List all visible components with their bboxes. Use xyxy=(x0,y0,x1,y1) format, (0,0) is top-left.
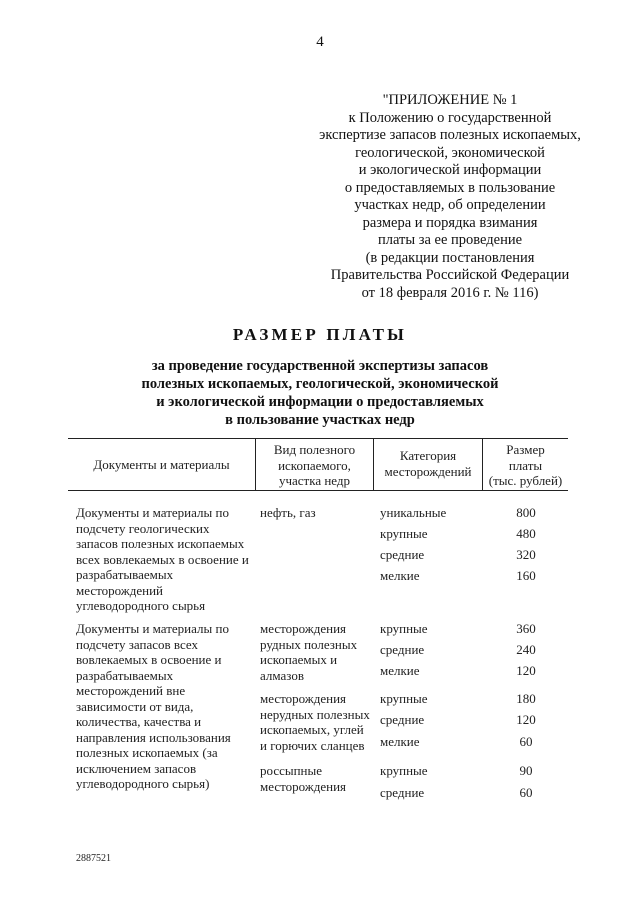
mineral-line: рудных полезных xyxy=(260,636,358,652)
header-documents xyxy=(68,457,255,473)
price-cell: 240 xyxy=(516,642,536,657)
mineral-line: нерудных полезных xyxy=(260,706,370,722)
price-cell: 360 xyxy=(516,621,536,636)
category-cell: средние xyxy=(380,642,425,657)
header-mineral xyxy=(256,442,373,489)
category-cell: крупные xyxy=(380,691,428,706)
category-cell: мелкие xyxy=(380,734,420,749)
appendix-line: участках недр, об определении xyxy=(354,197,546,213)
appendix-line: платы за ее проведение xyxy=(377,232,523,248)
appendix-line: и экологической информации xyxy=(358,162,542,178)
category-cell: мелкие xyxy=(380,663,420,678)
subheading-line: за проведение государственной экспертизы запасов xyxy=(151,358,489,374)
document-subheading xyxy=(0,357,640,429)
header-category xyxy=(374,448,482,479)
document-line: количества, качества и xyxy=(76,714,202,729)
header-price-text: Размер xyxy=(506,442,545,457)
category-cell: крупные xyxy=(380,763,428,778)
document-line: разрабатываемых xyxy=(76,667,174,683)
mineral-line: месторождения xyxy=(260,691,347,706)
price-cell: 120 xyxy=(516,663,536,678)
price-cell: 90 xyxy=(519,763,533,778)
appendix-line: (в редакции постановления xyxy=(365,249,535,266)
category-cell: средние xyxy=(380,785,425,800)
header-documents-text: Документы и материалы xyxy=(93,457,230,472)
table-top-rule xyxy=(68,438,568,439)
document-line: углеводородного сырья) xyxy=(76,776,210,791)
mineral-line: месторождения xyxy=(260,621,347,636)
document-code: 2887521 xyxy=(76,853,111,864)
document-line: месторождений вне xyxy=(76,683,186,698)
mineral-line: месторождения xyxy=(260,778,347,794)
document-line: подсчету запасов всех xyxy=(76,636,198,652)
category-cell: средние xyxy=(380,712,425,727)
document-line: запасов полезных ископаемых xyxy=(76,536,245,551)
document-line: Документы и материалы по xyxy=(76,505,229,520)
mineral-line: ископаемых и xyxy=(260,652,338,667)
appendix-line: размера и порядка взимания xyxy=(362,214,538,231)
page-number: 4 xyxy=(316,34,324,50)
price-cell: 480 xyxy=(516,526,536,541)
mineral-line: ископаемых, углей xyxy=(260,722,364,737)
price-cell: 160 xyxy=(516,568,536,583)
appendix-line: о предоставляемых в пользование xyxy=(344,179,556,196)
appendix-line: к Положению о государственной xyxy=(348,109,552,126)
price-cell: 120 xyxy=(516,712,536,727)
document-line: углеводородного сырья xyxy=(76,598,206,613)
category-cell: средние xyxy=(380,547,425,562)
header-category-text: Категория xyxy=(399,448,457,463)
appendix-line: Правительства Российской Федерации xyxy=(330,267,570,283)
mineral-group-ore xyxy=(260,621,357,683)
appendix-line: от 18 февраля 2016 г. № 116) xyxy=(361,284,539,301)
header-price xyxy=(483,442,568,489)
mineral-group-placer xyxy=(260,763,346,794)
mineral-line: нефть, газ xyxy=(260,505,316,520)
document-line: Документы и материалы по xyxy=(76,621,229,636)
price-cell: 60 xyxy=(519,785,533,800)
document-line: исключением запасов xyxy=(76,760,197,776)
subheading-line: и экологической информации о предоставляемых xyxy=(156,394,484,410)
header-price-text: (тыс. рублей) xyxy=(488,473,563,488)
appendix-line: геологической, экономической xyxy=(355,144,545,161)
mineral-line: и горючих сланцев xyxy=(260,737,365,753)
price-cell: 180 xyxy=(516,691,536,706)
category-cell: мелкие xyxy=(380,568,420,583)
header-price-text: платы xyxy=(508,457,543,473)
section-2-documents xyxy=(76,621,231,792)
header-mineral-text: ископаемого, xyxy=(278,457,351,473)
table-header-rule xyxy=(68,490,568,491)
category-cell: уникальные xyxy=(380,505,447,520)
appendix-line: "ПРИЛОЖЕНИЕ № 1 xyxy=(382,92,518,108)
appendix-line: экспертизе запасов полезных ископаемых, xyxy=(319,127,581,143)
document-line: разрабатываемых xyxy=(76,567,174,582)
mineral-group-nonmetallic xyxy=(260,691,370,753)
section-1-mineral xyxy=(260,505,316,521)
category-cell: крупные xyxy=(380,621,428,636)
subheading-line: в пользование участках недр xyxy=(225,412,415,428)
document-line: направления использования xyxy=(76,729,231,745)
document-line: месторождений xyxy=(76,582,164,598)
header-mineral-text: участка недр xyxy=(278,473,351,488)
mineral-line: россыпные xyxy=(260,763,323,778)
document-line: всех вовлекаемых в освоение и xyxy=(76,551,249,567)
category-cell: крупные xyxy=(380,526,428,541)
document-heading: РАЗМЕР ПЛАТЫ xyxy=(232,325,408,344)
appendix-block xyxy=(250,92,640,302)
mineral-line: алмазов xyxy=(260,667,304,683)
price-cell: 320 xyxy=(516,547,536,562)
document-line: подсчету геологических xyxy=(76,520,210,536)
section-1-documents xyxy=(76,505,249,614)
header-category-text: месторождений xyxy=(384,463,472,479)
document-line: вовлекаемых в освоение и xyxy=(76,652,222,667)
subheading-line: полезных ископаемых, геологической, экономической xyxy=(141,376,499,392)
price-cell: 60 xyxy=(519,734,533,749)
document-line: зависимости от вида, xyxy=(76,698,194,714)
document-line: полезных ископаемых (за xyxy=(76,745,218,760)
price-cell: 800 xyxy=(516,505,536,520)
header-mineral-text: Вид полезного xyxy=(273,442,356,457)
